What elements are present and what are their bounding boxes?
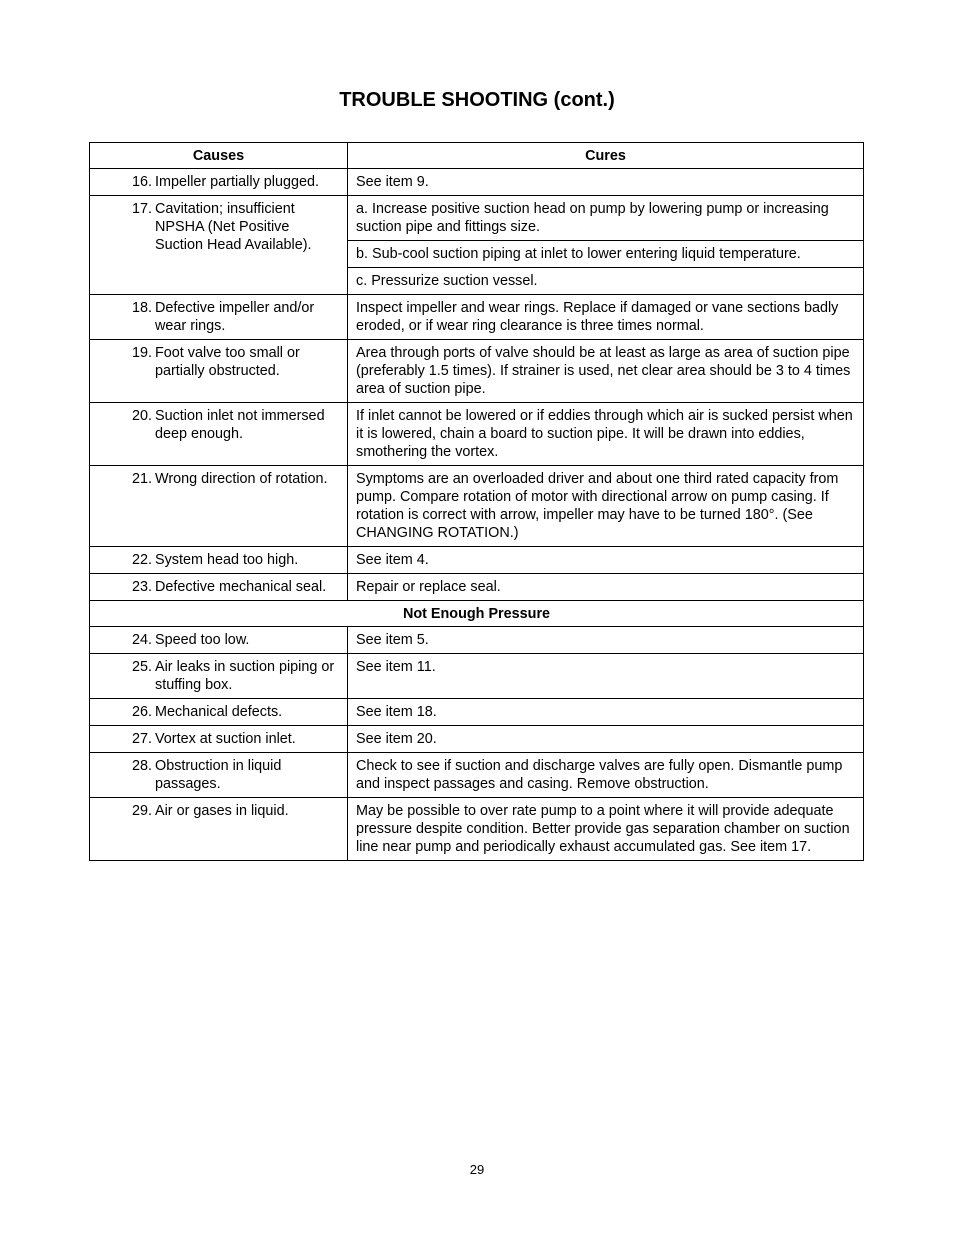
cause-wrapper [132, 344, 339, 380]
cause-cell [90, 547, 348, 574]
item-number: 17. [132, 201, 153, 217]
cures-header: Cures [348, 143, 864, 169]
cause-text: Air leaks in suction piping or stuffing box. [155, 659, 335, 693]
page-number: 29 [469, 1162, 485, 1177]
cause-cell [90, 654, 348, 699]
cure-cell: Check to see if suction and discharge valves are fully open. Dismantle pump and inspect passages and casing. Remove obstruction. [348, 753, 864, 798]
table-row [90, 169, 864, 196]
cause-text: Vortex at suction inlet. [155, 731, 296, 747]
table-row [90, 547, 864, 574]
cause-wrapper [132, 551, 339, 569]
cause-cell [90, 169, 348, 196]
table-row [90, 574, 864, 601]
item-number: 25. [132, 659, 153, 675]
cause-text: Defective mechanical seal. [155, 579, 327, 595]
table-header-row [90, 143, 864, 169]
cause-wrapper [132, 757, 339, 793]
cause-cell [90, 340, 348, 403]
table-row [90, 798, 864, 861]
cure-cell: See item 18. [348, 699, 864, 726]
item-number: 24. [132, 632, 153, 648]
cure-cell: Repair or replace seal. [348, 574, 864, 601]
cause-wrapper [132, 299, 339, 335]
cause-cell [90, 699, 348, 726]
table-row [90, 466, 864, 547]
cause-text: System head too high. [155, 552, 299, 568]
cause-cell [90, 574, 348, 601]
item-number: 21. [132, 471, 153, 487]
cure-cell: If inlet cannot be lowered or if eddies through which air is sucked persist when it is lowered, chain a board to suction pipe. It will be drawn into eddies, smothering the vortex. [348, 403, 864, 466]
cause-cell [90, 196, 348, 295]
cause-text: Foot valve too small or partially obstructed. [155, 345, 300, 379]
table-body [90, 169, 864, 861]
cause-cell [90, 726, 348, 753]
item-number: 19. [132, 345, 153, 361]
table-row [90, 753, 864, 798]
table-row [90, 340, 864, 403]
cause-text: Mechanical defects. [155, 704, 283, 720]
cure-cell: a. Increase positive suction head on pump by lowering pump or increasing suction pipe and fittings size. [348, 196, 864, 241]
cause-text: Impeller partially plugged. [155, 174, 319, 190]
cause-wrapper [132, 730, 339, 748]
cure-cell: May be possible to over rate pump to a point where it will provide adequate pressure despite condition. Better provide gas separation chamber on suction line near pump and periodically exhaust accumulated gas. See item 17. [348, 798, 864, 861]
item-number: 22. [132, 552, 153, 568]
item-number: 27. [132, 731, 153, 747]
causes-header: Causes [90, 143, 348, 169]
cause-wrapper [132, 173, 339, 191]
table-row [90, 196, 864, 241]
cause-wrapper [132, 470, 339, 488]
table-row [90, 654, 864, 699]
cause-cell [90, 466, 348, 547]
table-row [90, 403, 864, 466]
cure-cell: See item 4. [348, 547, 864, 574]
cure-cell: See item 20. [348, 726, 864, 753]
cause-cell [90, 627, 348, 654]
cause-cell [90, 798, 348, 861]
cure-cell: See item 11. [348, 654, 864, 699]
cause-text: Speed too low. [155, 632, 250, 648]
cure-cell: Symptoms are an overloaded driver and about one third rated capacity from pump. Compare rotation of motor with directional arrow on pump casing. If rotation is correct with arrow, impeller may have to be turned 180°. (See CHANGING ROTATION.) [348, 466, 864, 547]
item-number: 28. [132, 758, 153, 774]
cause-cell [90, 295, 348, 340]
cause-text: Suction inlet not immersed deep enough. [155, 408, 325, 442]
cure-cell: See item 9. [348, 169, 864, 196]
item-number: 20. [132, 408, 153, 424]
cause-text: Air or gases in liquid. [155, 803, 289, 819]
item-number: 26. [132, 704, 153, 720]
cause-wrapper [132, 802, 339, 820]
item-number: 23. [132, 579, 153, 595]
table-row [90, 295, 864, 340]
cause-cell [90, 753, 348, 798]
item-number: 16. [132, 174, 153, 190]
cause-wrapper [132, 631, 339, 649]
page-title: TROUBLE SHOOTING (cont.) [339, 89, 615, 111]
table-row [90, 627, 864, 654]
cause-cell [90, 403, 348, 466]
item-number: 29. [132, 803, 153, 819]
cure-cell: See item 5. [348, 627, 864, 654]
cause-wrapper [132, 703, 339, 721]
section-heading: Not Enough Pressure [90, 601, 864, 627]
cause-wrapper [132, 578, 339, 596]
item-number: 18. [132, 300, 153, 316]
cause-text: Cavitation; insufficient NPSHA (Net Positive Suction Head Available). [155, 201, 312, 253]
cause-wrapper [132, 658, 339, 694]
cure-cell: b. Sub-cool suction piping at inlet to lower entering liquid temperature. [348, 241, 864, 268]
section-row [90, 601, 864, 627]
cause-wrapper [132, 200, 339, 254]
cure-cell: c. Pressurize suction vessel. [348, 268, 864, 295]
cause-text: Obstruction in liquid passages. [155, 758, 282, 792]
cause-text: Defective impeller and/or wear rings. [155, 300, 315, 334]
table-row [90, 699, 864, 726]
cure-cell: Inspect impeller and wear rings. Replace if damaged or vane sections badly eroded, or if wear ring clearance is three times normal. [348, 295, 864, 340]
cure-cell: Area through ports of valve should be at least as large as area of suction pipe (preferably 1.5 times). If strainer is used, net clear area should be 3 to 4 times area of suction pipe. [348, 340, 864, 403]
troubleshooting-table [89, 142, 864, 861]
cause-text: Wrong direction of rotation. [155, 471, 328, 487]
cause-wrapper [132, 407, 339, 443]
table-row [90, 726, 864, 753]
